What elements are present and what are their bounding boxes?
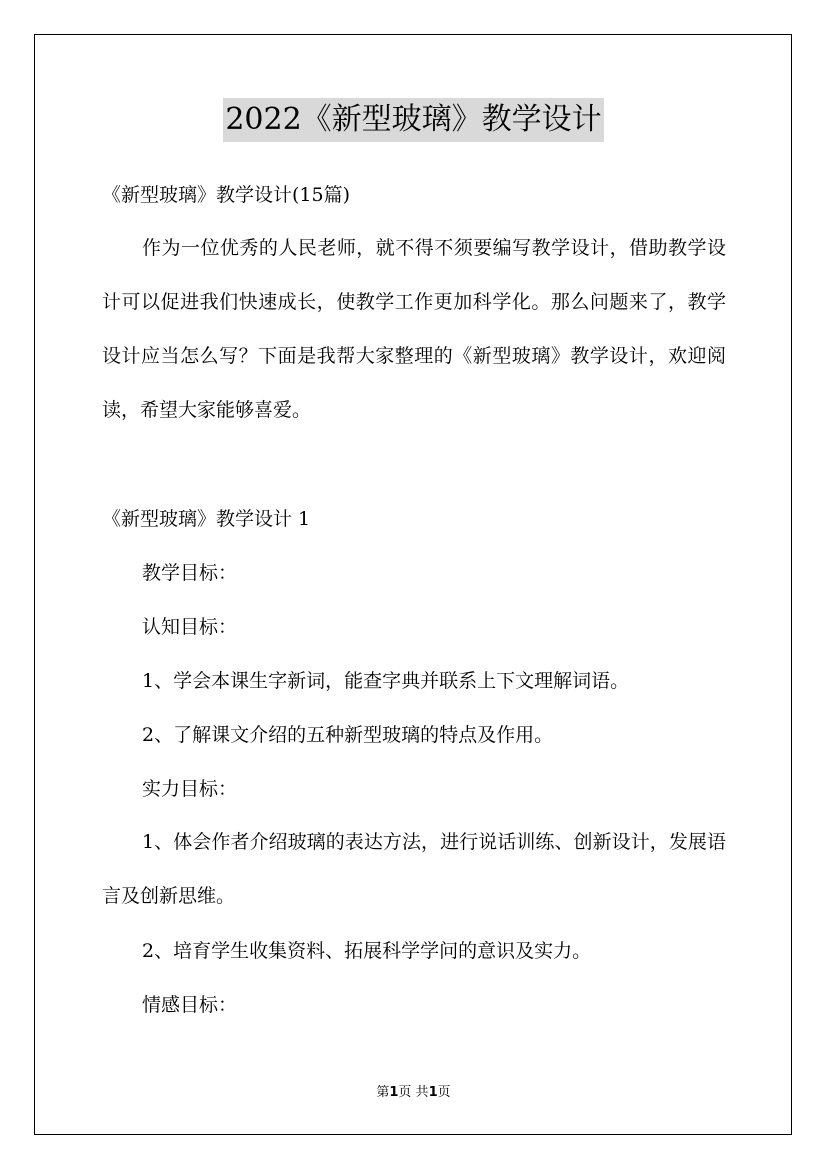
intro-paragraph: 作为一位优秀的人民老师，就不得不须要编写教学设计，借助教学设计可以促进我们快速成长，使教学工作更加科学化。那么问题来了，教学设计应当怎么写？下面是我帮大家整理的《新型玻璃》教学设计，欢迎阅读，希望大家能够喜爱。 (102, 237, 726, 421)
emotion-goals-label: 情感目标： (142, 994, 238, 1016)
footer-prefix: 第 (376, 1085, 390, 1100)
ability-goals-label: 实力目标： (142, 778, 238, 800)
ability-goal-2: 2、培育学生收集资料、拓展科学学问的意识及实力。 (142, 940, 592, 962)
footer-suffix: 页 (437, 1085, 451, 1100)
footer-page-number: 1 (389, 1085, 399, 1100)
footer-total-pages: 1 (428, 1085, 438, 1100)
title-container (0, 98, 827, 142)
page-footer (0, 1084, 827, 1102)
cognitive-goals-label: 认知目标： (142, 616, 238, 638)
cognitive-goal-1: 1、学会本课生字新词，能查字典并联系上下文理解词语。 (142, 670, 630, 692)
ability-goal-1: 1、体会作者介绍玻璃的表达方法，进行说话训练、创新设计，发展语言及创新思维。 (102, 831, 726, 907)
document-subtitle: 《新型玻璃》教学设计(15篇) (102, 184, 351, 206)
footer-mid: 页 共 (398, 1085, 429, 1100)
teaching-goals-label: 教学目标： (142, 562, 238, 584)
document-title: 2022《新型玻璃》教学设计 (223, 98, 603, 142)
section-heading: 《新型玻璃》教学设计 1 (102, 508, 311, 530)
cognitive-goal-2: 2、了解课文介绍的五种新型玻璃的特点及作用。 (142, 724, 554, 746)
